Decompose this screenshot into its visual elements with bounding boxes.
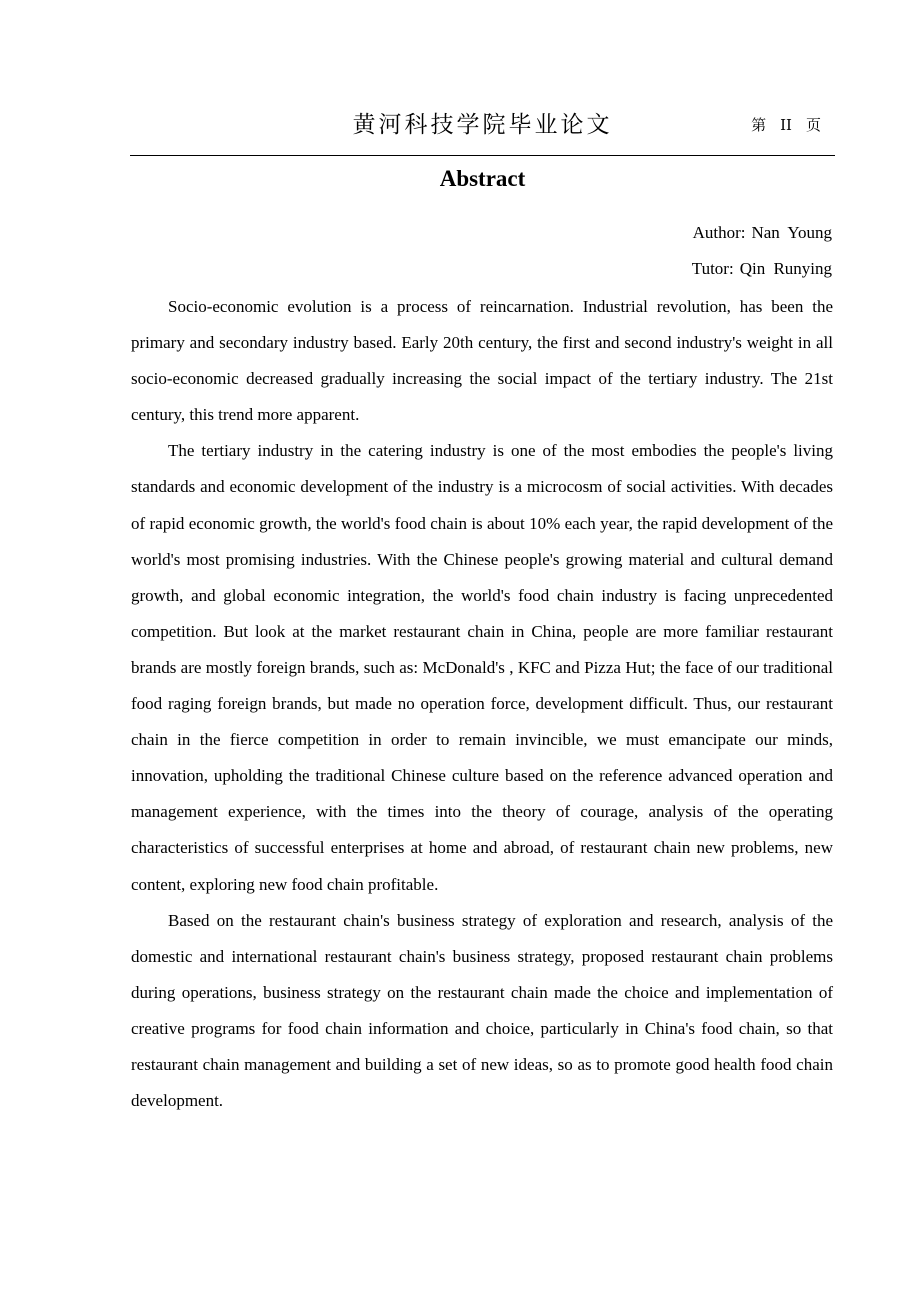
abstract-body [131,289,833,1119]
page-prefix: 第 [751,116,767,134]
author-name: Nan Young [751,223,832,242]
author-label: Author: [692,223,746,242]
abstract-paragraph-1: Socio-economic evolution is a process of reincarnation. Industrial revolution, has been the primary and secondary industry based. Early 20th century, the first and second industry's weight in all socio-economic decreased gradually increasing the social impact of the tertiary industry. The 21st century, this trend more apparent. [131,297,833,425]
tutor-name: Qin Runying [739,259,832,278]
thesis-header-title: 黄河科技学院毕业论文 [352,112,613,138]
tutor-label: Tutor: [691,259,734,278]
page-number: II [780,116,792,134]
page-suffix: 页 [805,116,821,134]
page-header [130,100,835,156]
author-line [693,223,832,243]
abstract-title: Abstract [439,166,526,191]
abstract-paragraph-2: The tertiary industry in the catering industry is one of the most embodies the people's living standards and economic development of the industry is a microcosm of social activities. With decades of rapid economic growth, the world's food chain is about 10% each year, the rapid development of the world's most promising industries. With the Chinese people's growing material and cultural demand growth, and global economic integration, the world's food chain industry is facing unprecedented competition. But look at the market restaurant chain in China, people are more familiar restaurant brands are mostly foreign brands, such as: McDonald's , KFC and Pizza Hut; the face of our traditional food raging foreign brands, but made no operation force, development difficult. Thus, our restaurant chain in the fierce competition in order to remain invincible, we must emancipate our minds, innovation, upholding the traditional Chinese culture based on the reference advanced operation and management experience, with the times into the theory of courage, analysis of the operating characteristics of successful enterprises at home and abroad, of restaurant chain new problems, new content, exploring new food chain profitable. [131,441,833,894]
tutor-line [692,259,832,279]
abstract-paragraph-3: Based on the restaurant chain's business strategy of exploration and research, analysis of the domestic and international restaurant chain's business strategy, proposed restaurant chain problems during operations, business strategy on the restaurant chain made the choice and implementation of creative programs for food chain information and choice, particularly in China's food chain, so that restaurant chain management and building a set of new ideas, so as to promote good health food chain development. [131,910,833,1111]
page-number-indicator [751,114,821,135]
